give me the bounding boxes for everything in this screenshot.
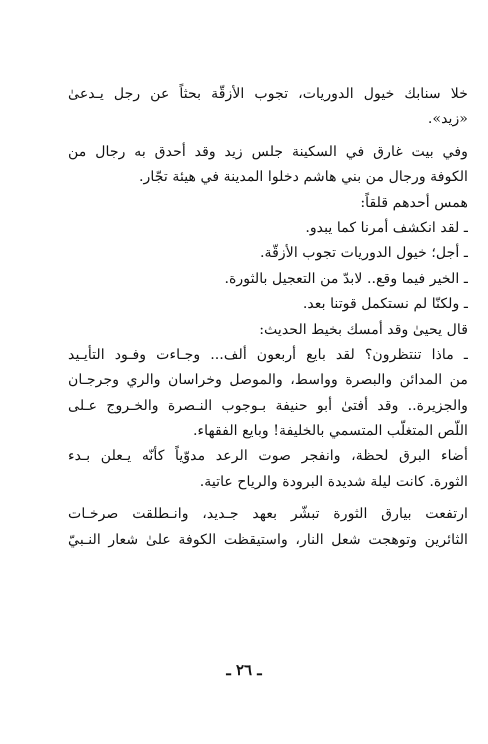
text-line: وفي بيت غارق في السكينة جلس زيد وقد أحدق به رجال من [68,143,468,160]
text-line: ـ لقد انكشف أمرنا كما يبدو. [305,219,468,236]
text-line: أضاء البرق لحظة، وانفجر صوت الرعد مدوّياً كأنّه يـعلن بـدء [68,448,468,465]
text-line: ـ ولكنّا لم نستكمل قوتنا بعد. [302,296,468,313]
text-line: قال يحيىٰ وقد أمسك بخيط الحديث: [259,321,468,338]
body-text [68,82,468,553]
text-line: ـ ماذا تنتظرون؟ لقد بايع أربعون ألف... وجـاءت وفـود التأيـيد [68,346,468,363]
text-line: ارتفعت بيارق الثورة تبشّر بعهد جـديد، وانـطلقت صرخـات [68,506,468,523]
text-line: همس أحدهم قلقاً: [360,194,468,211]
text-line: الثائرين وتوهجت شعل النار، واستيقظت الكوفة علىٰ شعار النـبيّ [68,531,468,548]
text-line: ـ أجل؛ خيول الدوريات تجوب الأزقّة. [260,245,468,262]
text-line: اللّص المتغلّب المتسمي بالخليفة! وبايع الفقهاء. [192,423,468,440]
page-number: ـ ٢٦ ـ [226,661,262,679]
text-line: الثورة. كانت ليلة شديدة البرودة والرياح عاتية. [199,473,468,490]
text-line: ـ الخير فيما وقع.. لابدّ من التعجيل بالثورة. [224,270,468,287]
text-line: والجزيرة.. وقد أفتىٰ أبو حنيفة بـوجوب النـصرة والخـروج عـلى [68,397,468,414]
text-line: من المدائن والبصرة وواسط، والموصل وخراسان والري وجرجـان [68,372,468,389]
text-line: خلا سنابك خيول الدوريات، تجوب الأزقّة بحثاً عن رجل يـدعىٰ [68,86,468,102]
text-line: الكوفة ورجال من بني هاشم دخلوا المدينة في هيئة تجّار. [139,169,468,186]
text-line: «زيد». [427,111,468,128]
